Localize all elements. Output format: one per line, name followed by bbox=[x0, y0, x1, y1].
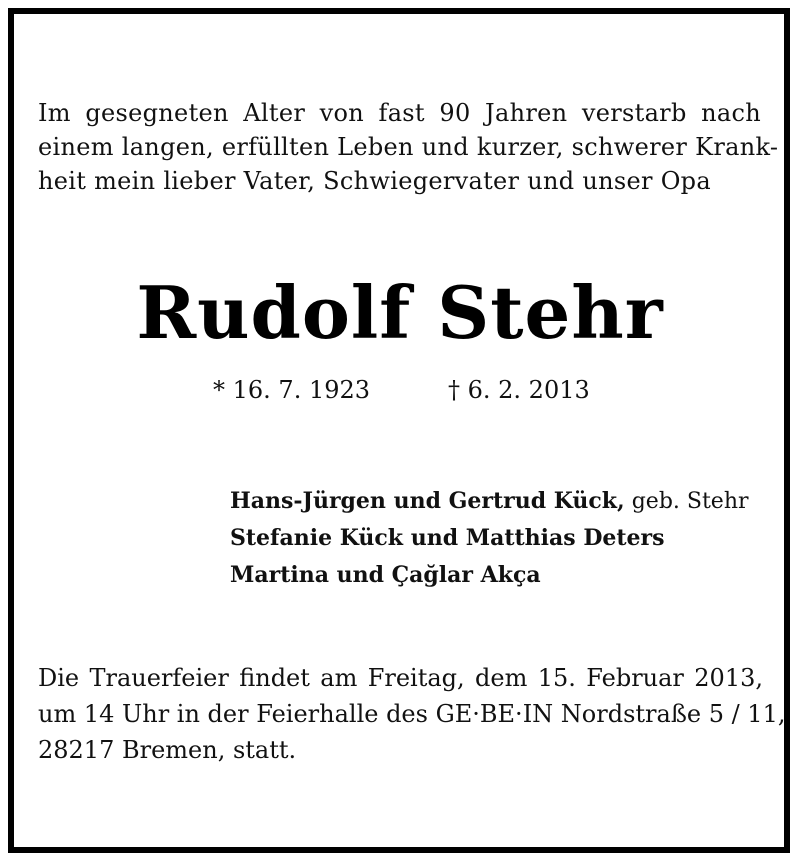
funeral-line: Die Trauerfeier findet am Freitag, dem 15. Februar 2013, bbox=[38, 664, 763, 692]
mourners-list bbox=[230, 483, 749, 594]
death-date: † 6. 2. 2013 bbox=[448, 376, 590, 404]
birth-date: * 16. 7. 1923 bbox=[213, 376, 371, 404]
deceased-name: Rudolf Stehr bbox=[136, 270, 664, 355]
funeral-line: 28217 Bremen, statt. bbox=[38, 736, 297, 764]
intro-line: heit mein lieber Vater, Schwiegervater und unser Opa bbox=[38, 167, 711, 195]
funeral-info bbox=[38, 660, 786, 768]
intro-line: einem langen, erfüllten Leben und kurzer, schwerer Krank- bbox=[38, 133, 779, 161]
intro-line: Im gesegneten Alter von fast 90 Jahren verstarb nach bbox=[38, 99, 761, 127]
mourner-row bbox=[230, 520, 749, 557]
mourner-suffix: geb. Stehr bbox=[624, 489, 749, 514]
mourner-row bbox=[230, 483, 749, 520]
intro-paragraph bbox=[38, 96, 779, 198]
mourner-names: Martina und Çağlar Akça bbox=[230, 562, 541, 588]
mourner-names: Stefanie Kück und Matthias Deters bbox=[230, 525, 665, 551]
mourner-names: Hans-Jürgen und Gertrud Kück, bbox=[230, 488, 625, 514]
funeral-line: um 14 Uhr in der Feierhalle des GE·BE·IN Nordstraße 5 / 11, bbox=[38, 700, 786, 728]
mourner-row bbox=[230, 557, 749, 594]
